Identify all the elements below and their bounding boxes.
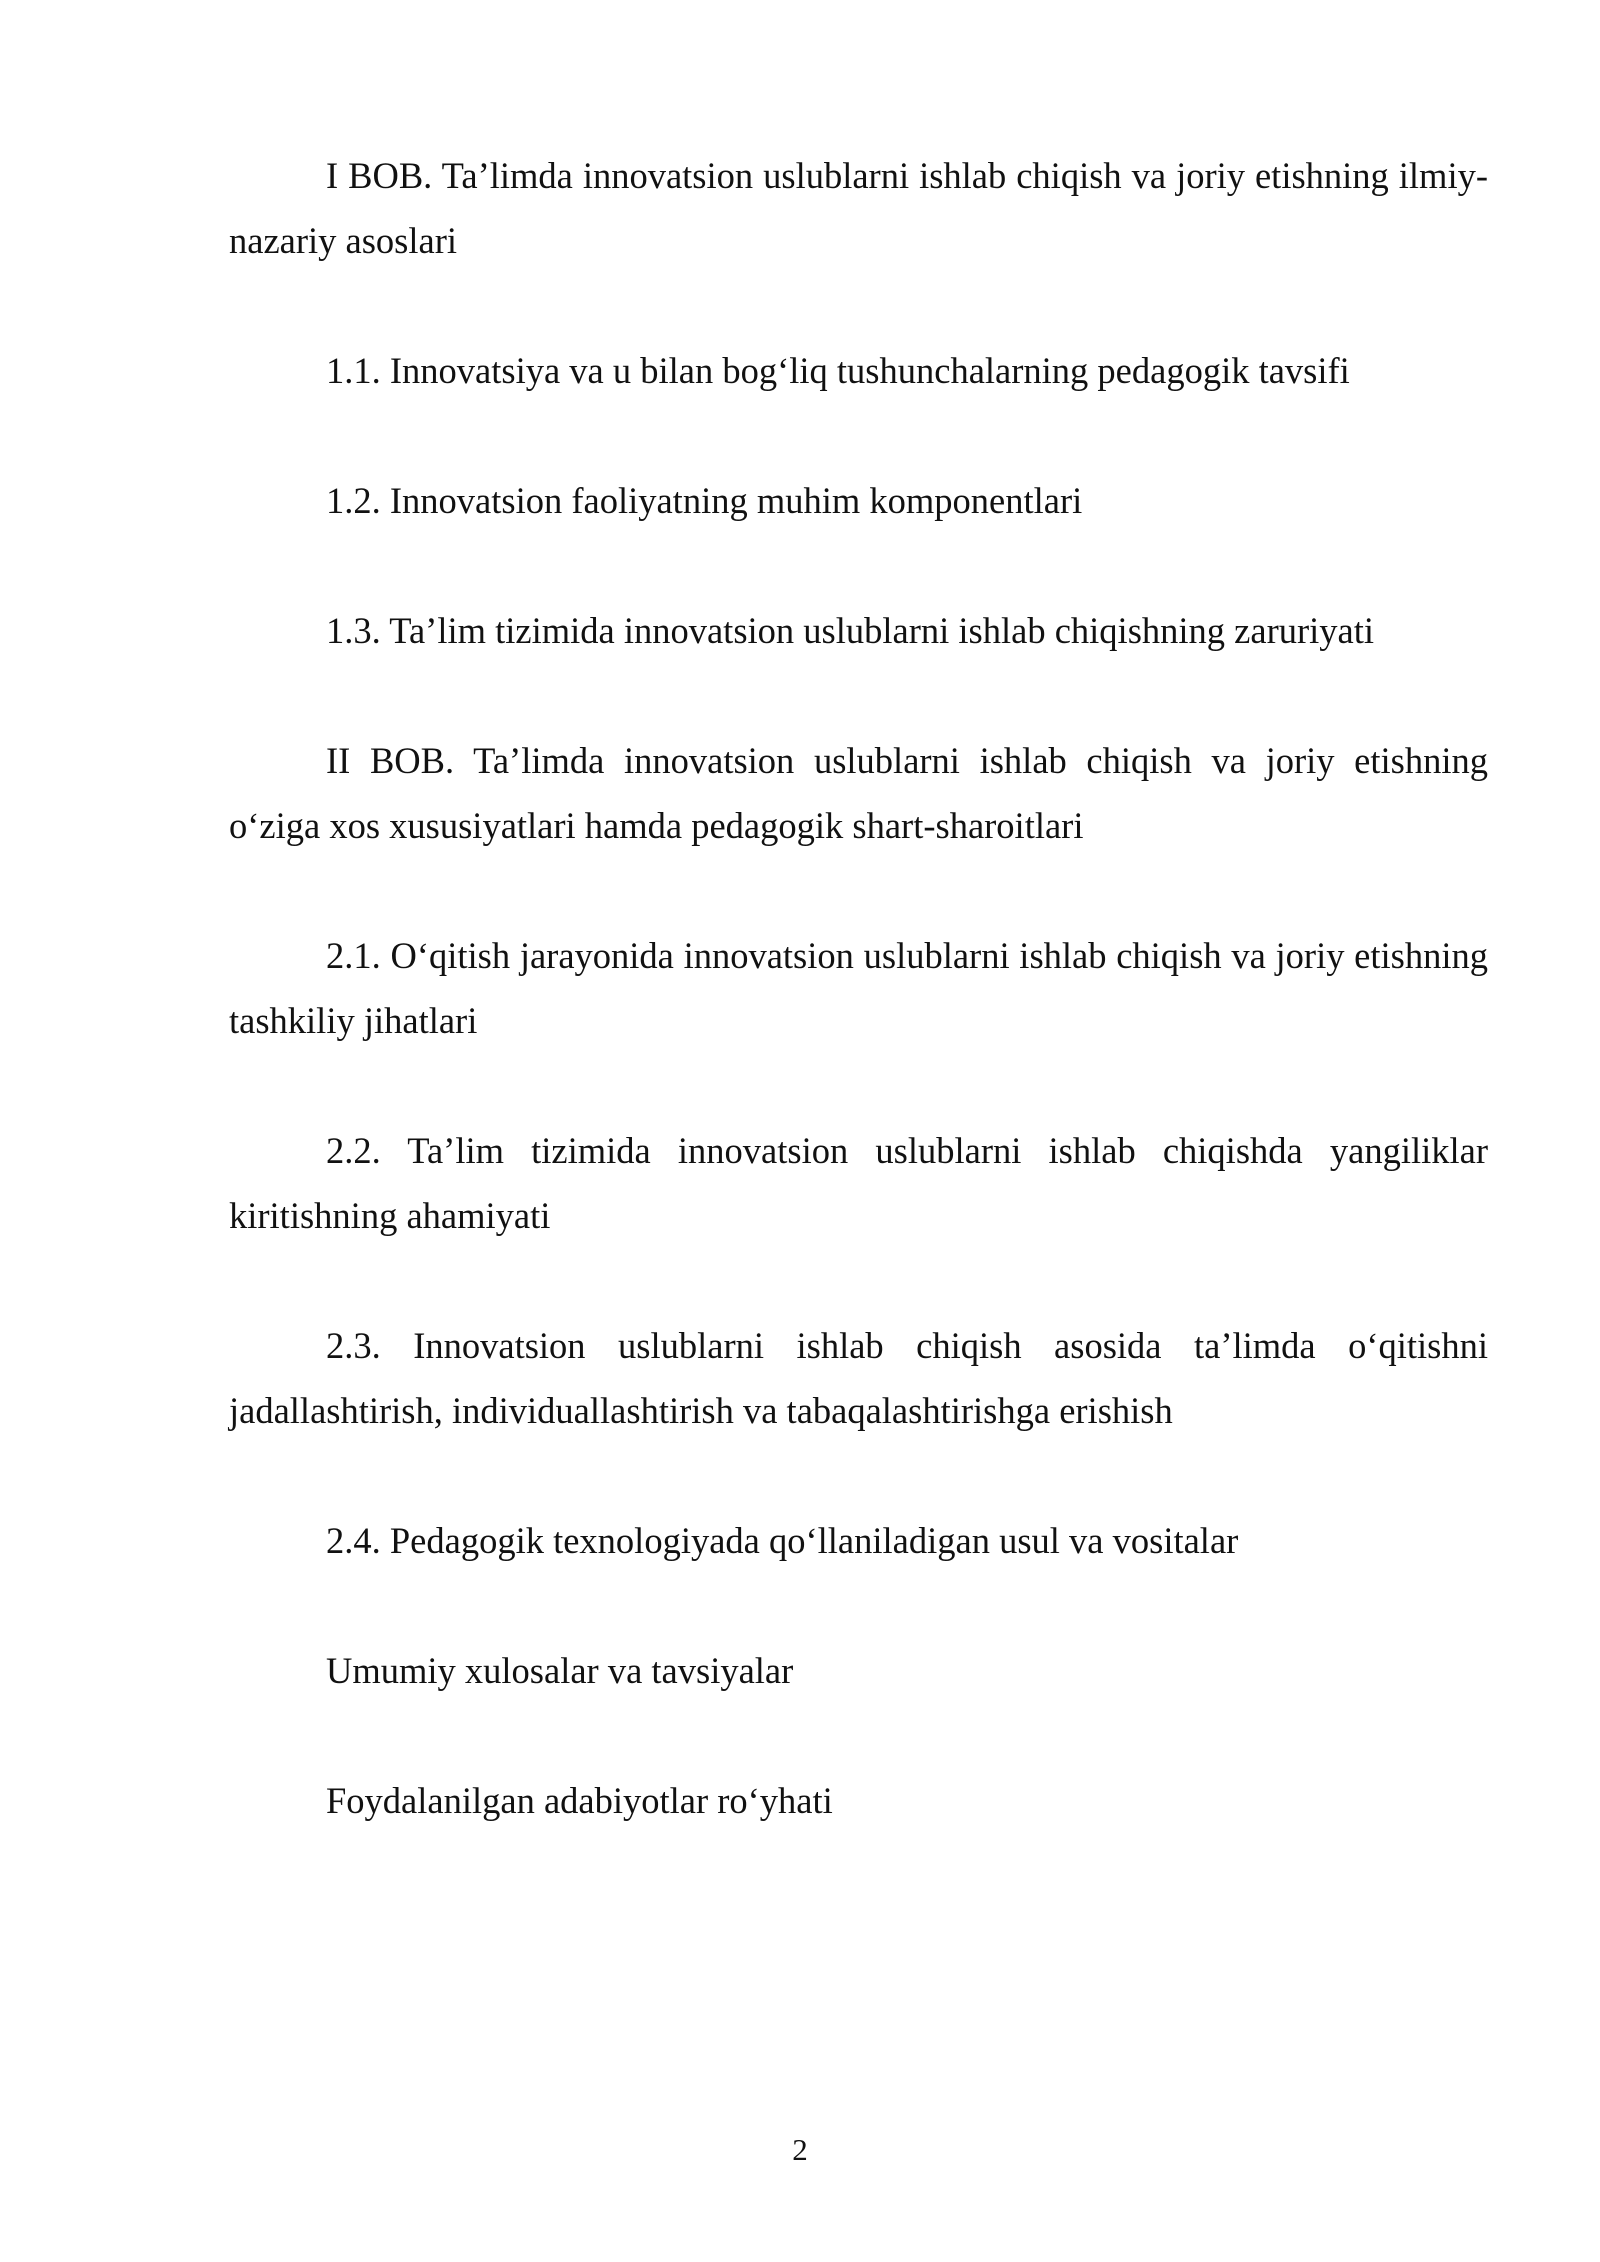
toc-section-1-3: 1.3. Ta’lim tizimida innovatsion uslublarni ishlab chiqishning zaruriyati [326, 610, 1375, 651]
toc-section-2-3: 2.3. Innovatsion uslublarni ishlab chiqish asosida ta’limda o‘qitishni jadallashtirish, individuallashtirish va tabaqalashtirishga erishish [229, 1325, 1488, 1431]
toc-section-2-2: 2.2. Ta’lim tizimida innovatsion uslublarni ishlab chiqishda yangiliklar kiritishning ahamiyati [229, 1130, 1488, 1236]
toc-chapter-2-title: II BOB. Ta’limda innovatsion uslublarni ishlab chiqish va joriy etishning o‘ziga xos xususiyatlari hamda pedagogik shart-sharoitlari [229, 740, 1488, 846]
page-number: 2 [792, 2132, 808, 2167]
toc-section-1-2: 1.2. Innovatsion faoliyatning muhim komponentlari [326, 480, 1083, 521]
toc-section-1-1: 1.1. Innovatsiya va u bilan bog‘liq tushunchalarning pedagogik tavsifi [326, 350, 1350, 391]
toc-section-2-4: 2.4. Pedagogik texnologiyada qo‘llaniladigan usul va vositalar [326, 1520, 1239, 1561]
toc-chapter-1-title: I BOB. Ta’limda innovatsion uslublarni ishlab chiqish va joriy etishning ilmiy-nazariy asoslari [229, 155, 1488, 261]
toc-section-2-1: 2.1. O‘qitish jarayonida innovatsion uslublarni ishlab chiqish va joriy etishning tashkiliy jihatlari [229, 935, 1488, 1041]
toc-conclusions: Umumiy xulosalar va tavsiyalar [326, 1650, 794, 1691]
toc-references: Foydalanilgan adabiyotlar ro‘yhati [326, 1780, 833, 1821]
